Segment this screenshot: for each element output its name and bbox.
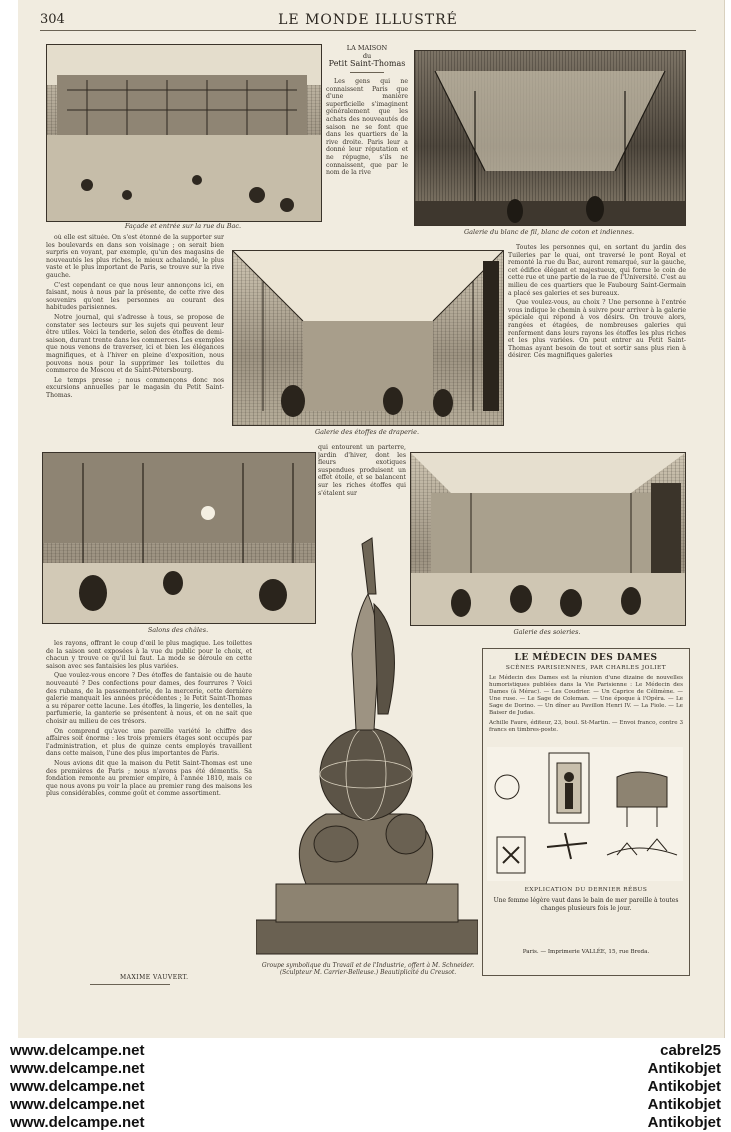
- galerie-blanc-caption: Galerie du blanc de fil, blanc de coton et indiennes.: [463, 228, 635, 236]
- bottom-paragraph-4: Nous avions dit que la maison du Petit Saint-Thomas est une des premières de Paris ; nous n'avons pas été démentis. Sa fondation remonte au premier empire, à l'année 1810, mais ce que nous avons pu voir la place au premier rang des maisons les plus considérables, comme goût et comme assortiment.: [46, 759, 252, 798]
- rebus-explanation-text: Une femme légère vaut dans le bain de mer pareille à toutes changes plusieurs fois le jour.: [493, 897, 679, 912]
- article-left-column: [46, 234, 224, 448]
- left-paragraph-4: Le temps presse ; nous commençons donc nos excursions annuelles par le magasin du Petit Saint-Thomas.: [46, 376, 224, 399]
- middle-paragraph: qui entourent un parterre, jardin d'hiver, dont les fleurs exotiques suspendues produisent un effet étoile, et se balancent sur les riches étoffes qui s'étalent sur: [318, 444, 406, 497]
- watermark-footer: [0, 1038, 731, 1131]
- watermark-right: [648, 1042, 721, 1132]
- article-signature: MAXIME VAUVERT.: [120, 974, 189, 981]
- advertisement-publisher: Achille Faure, éditeur, 23, boul. St-Martin. — Envoi franco, contre 3 francs en timbres-poste.: [489, 720, 683, 733]
- journal-title: LE MONDE ILLUSTRÉ: [278, 12, 458, 28]
- galerie-blanc-engraving: [414, 50, 686, 226]
- right-paragraph-1: Toutes les personnes qui, en sortant du jardin des Tuileries par le quai, ont traversé le pont Royal et remonté la rue du Bac, auront remarqué, sur la gauche, cet édifice élégant et majestueux, qui forme le coin de cette rue et une partie de la rue de l'Université. C'est au milieu de ces quartiers que le Faubourg Saint-Germain a placé ses galeries et ses bureaux.: [508, 244, 686, 297]
- page-number: 304: [40, 12, 65, 27]
- advertisement-title: LE MÉDECIN DES DAMES: [514, 653, 658, 663]
- bottom-paragraph-3: On comprend qu'avec une pareille variété le chiffre des affaires soit énorme : les trois premiers étages sont occupés par l'administration, et plus de quinze cents employés travaillent dans cette maison, l'une des plus importantes de Paris.: [46, 727, 252, 758]
- statue-caption: Groupe symbolique du Travail et de l'Industrie, offert à M. Schneider. (Sculpteur M. Carrier-Belleuse.) Beautiplicité du Creusot.: [261, 962, 475, 976]
- lead-paragraph: Les gens qui ne connaissent Paris que d'une manière superficielle s'imaginent généralement que les achats des nouveautés de saison ne se font que dans les quartiers de la rive droite. Paris leur a donné leur réputation et ne répugne, s'ils ne connaissent, que par le nom de la rive: [326, 78, 408, 177]
- bottom-paragraph-1: les rayons, offrant le coup d'œil le plus magique. Les toilettes de la saison sont exposées à la vue du public pour le choix, et chacun y trouve ce qu'il lui faut. La mode se déroule en cette saison avec ses fantaisies les plus variées.: [46, 640, 252, 670]
- rebus-explanation-title: EXPLICATION DU DERNIER RÉBUS: [524, 887, 648, 893]
- advertisement-subtitle: SCÈNES PARISIENNES, PAR CHARLES JOLIET: [505, 665, 667, 671]
- bottom-paragraph-2: Que voulez-vous encore ? Des étoffes de fantaisie ou de haute nouveauté ? Des confections pour dames, des fourrures ? Voici des rubans, de la passementerie, de la mercerie, cette dernière galerie manquait les années précédentes ; le Petit Saint-Thomas a su réparer cette lacune. Les étoffes, la lingerie, les dentelles, la parfumerie, la ganterie se présentent à nous, et on ne sait que choisir au milieu de ces trésors.: [46, 672, 252, 725]
- facade-caption: Façade et entrée sur la rue du Bac.: [124, 222, 242, 230]
- salon-chales-caption: Salons des châles.: [147, 626, 209, 634]
- watermark-right-line: cabrel25: [660, 1042, 721, 1059]
- signature-rule: [90, 984, 170, 985]
- article-lead-column: [326, 78, 408, 246]
- watermark-right-line: Antikobjet: [647, 1096, 721, 1113]
- article-bottom-column: [46, 640, 252, 970]
- advertisement-box: [482, 648, 690, 976]
- title-line-3: Petit Saint-Thomas: [328, 59, 406, 68]
- galerie-draperie-caption: Galerie des étoffes de draperie.: [314, 428, 420, 436]
- article-title: [326, 44, 408, 68]
- watermark-left-line: www.delcampe.net: [10, 1078, 145, 1095]
- printer-imprint: Paris. — Imprimerie VALLÉE, 15, rue Breda.: [522, 949, 650, 955]
- statue-engraving: [256, 534, 478, 960]
- watermark-left-line: www.delcampe.net: [10, 1060, 145, 1077]
- title-line-2: du: [362, 52, 372, 60]
- watermark-right-line: Antikobjet: [647, 1060, 721, 1077]
- title-line-1: LA MAISON: [346, 44, 388, 52]
- right-paragraph-2: Que voulez-vous, au choix ? Une personne à l'entrée vous indique le chemin à suivre pour arriver à la galerie spéciale qui répond à vos désirs. On trouve alors, rangées et étagées, de nombreuses galeries qui renferment dans leurs rayons les étoffes les plus riches et les plus variées. On peut entrer au Petit Saint-Thomas ayant besoin de tout et sortir sans plus rien à désirer. Ces magnifiques galeries: [508, 299, 686, 360]
- article-middle-fragment: [318, 444, 406, 532]
- rebus-illustration: [487, 747, 683, 881]
- watermark-left: [10, 1042, 144, 1132]
- watermark-right-line: Antikobjet: [647, 1078, 721, 1095]
- article-right-column: [508, 244, 686, 444]
- advertisement-description: Le Médecin des Dames est la réunion d'une dizaine de nouvelles humoristiques publiées dans la Vie Parisienne : Le Médecin des Dames (à Mérac). — Les Coudrier. — Un Caprice de Célimène. — Une ruse. — Le Sage de Coleman. — Une époque à l'Opéra. — Le Sage de Dorino. — Un dîner au Pavillon Henri IV. — La Fiole. — Le Baiser de Judas.: [489, 675, 683, 716]
- page-header: [40, 8, 696, 31]
- watermark-right-line: Antikobjet: [647, 1114, 721, 1131]
- galerie-soieries-caption: Galerie des soieries.: [513, 628, 581, 636]
- watermark-left-line: www.delcampe.net: [10, 1042, 145, 1059]
- left-paragraph-1: où elle est située. On s'est étonné de la supporter sur les boulevards en dans son voisinage ; on serait bien surpris en voyant, par exemple, qu'un des magasins de nouveautés les plus riches, le mieux achalandé, le plus vaste et le plus important de Paris, se trouve sur la rive gauche.: [46, 234, 224, 279]
- left-paragraph-3: Notre journal, qui s'adresse à tous, se propose de constater ses lecteurs sur les sujets qui peuvent leur être utiles. Voici la tenderie, selon des étoffes de demi-saison, durant trente dans les commerces. Les exemples que nous venons de traverser, ici et bien les élégances magnifiques, et à l'hiver en pleine d'exposition, nous pouvons nous pour la supprimer les toilettes du commerce de Moscou et de Saint-Pétersbourg.: [46, 313, 224, 375]
- advertisement-text: [489, 675, 683, 734]
- left-paragraph-2: C'est cependant ce que nous leur annonçons ici, en faisant, nous à nous par la présente, de cette rive des souvenirs qu'ont les personnes au courant des habitudes parisiennes.: [46, 281, 224, 312]
- galerie-draperie-engraving: [232, 250, 504, 426]
- watermark-left-line: www.delcampe.net: [10, 1114, 145, 1131]
- facade-engraving: [46, 44, 322, 222]
- title-rule: [350, 72, 384, 73]
- watermark-left-line: www.delcampe.net: [10, 1096, 145, 1113]
